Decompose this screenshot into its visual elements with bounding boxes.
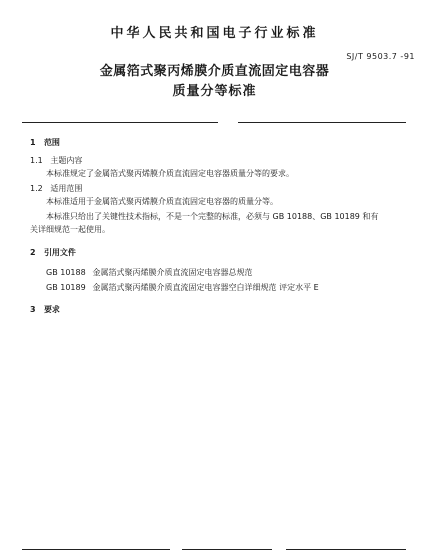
divider-right — [238, 122, 406, 123]
section-number: 3 — [30, 305, 36, 314]
footer-line-left — [22, 549, 170, 550]
subsection-1-1-heading — [30, 156, 82, 166]
section-2-heading — [30, 248, 76, 258]
reference-title: 金属箔式聚丙烯膜介质直流固定电容器总规范 — [92, 268, 253, 277]
document-title: 金属箔式聚丙烯膜介质直流固定电容器 — [99, 64, 330, 79]
subsection-1-2-note-line1: 本标准只给出了关键性技术指标，不是一个完整的标准，必须与 GB 10188、GB 10189 和有 — [46, 212, 379, 221]
divider-left — [22, 122, 218, 123]
subsection-1-1-text: 本标准规定了金属箔式聚丙烯膜介质直流固定电容器质量分等的要求。 — [46, 169, 294, 178]
section-number: 1 — [30, 138, 36, 147]
reference-item — [46, 283, 319, 293]
subsection-number: 1.2 — [30, 184, 43, 193]
reference-item — [46, 268, 253, 278]
section-title: 要求 — [43, 305, 60, 314]
standard-number: SJ/T 9503.7 -91 — [346, 52, 415, 61]
footer-line-right — [286, 549, 406, 550]
subsection-1-2-note-line2: 关详细规范一起使用。 — [30, 225, 110, 234]
subsection-1-2-heading — [30, 184, 82, 194]
document-subtitle: 质量分等标准 — [172, 84, 257, 99]
section-number: 2 — [30, 248, 36, 257]
subsection-number: 1.1 — [30, 156, 43, 165]
subsection-title: 适用范围 — [50, 184, 83, 193]
subsection-1-2-text: 本标准适用于金属箔式聚丙烯膜介质直流固定电容器的质量分等。 — [46, 197, 278, 206]
section-1-heading — [30, 138, 60, 148]
reference-code: GB 10188 — [46, 268, 86, 277]
section-title: 引用文件 — [43, 248, 76, 257]
publisher-header: 中华人民共和国电子行业标准 — [110, 26, 319, 41]
section-title: 范围 — [43, 138, 60, 147]
subsection-title: 主题内容 — [50, 156, 83, 165]
reference-title: 金属箔式聚丙烯膜介质直流固定电容器空白详细规范 评定水平 E — [92, 283, 319, 292]
section-3-heading — [30, 305, 60, 315]
footer-line-middle — [182, 549, 272, 550]
reference-code: GB 10189 — [46, 283, 86, 292]
